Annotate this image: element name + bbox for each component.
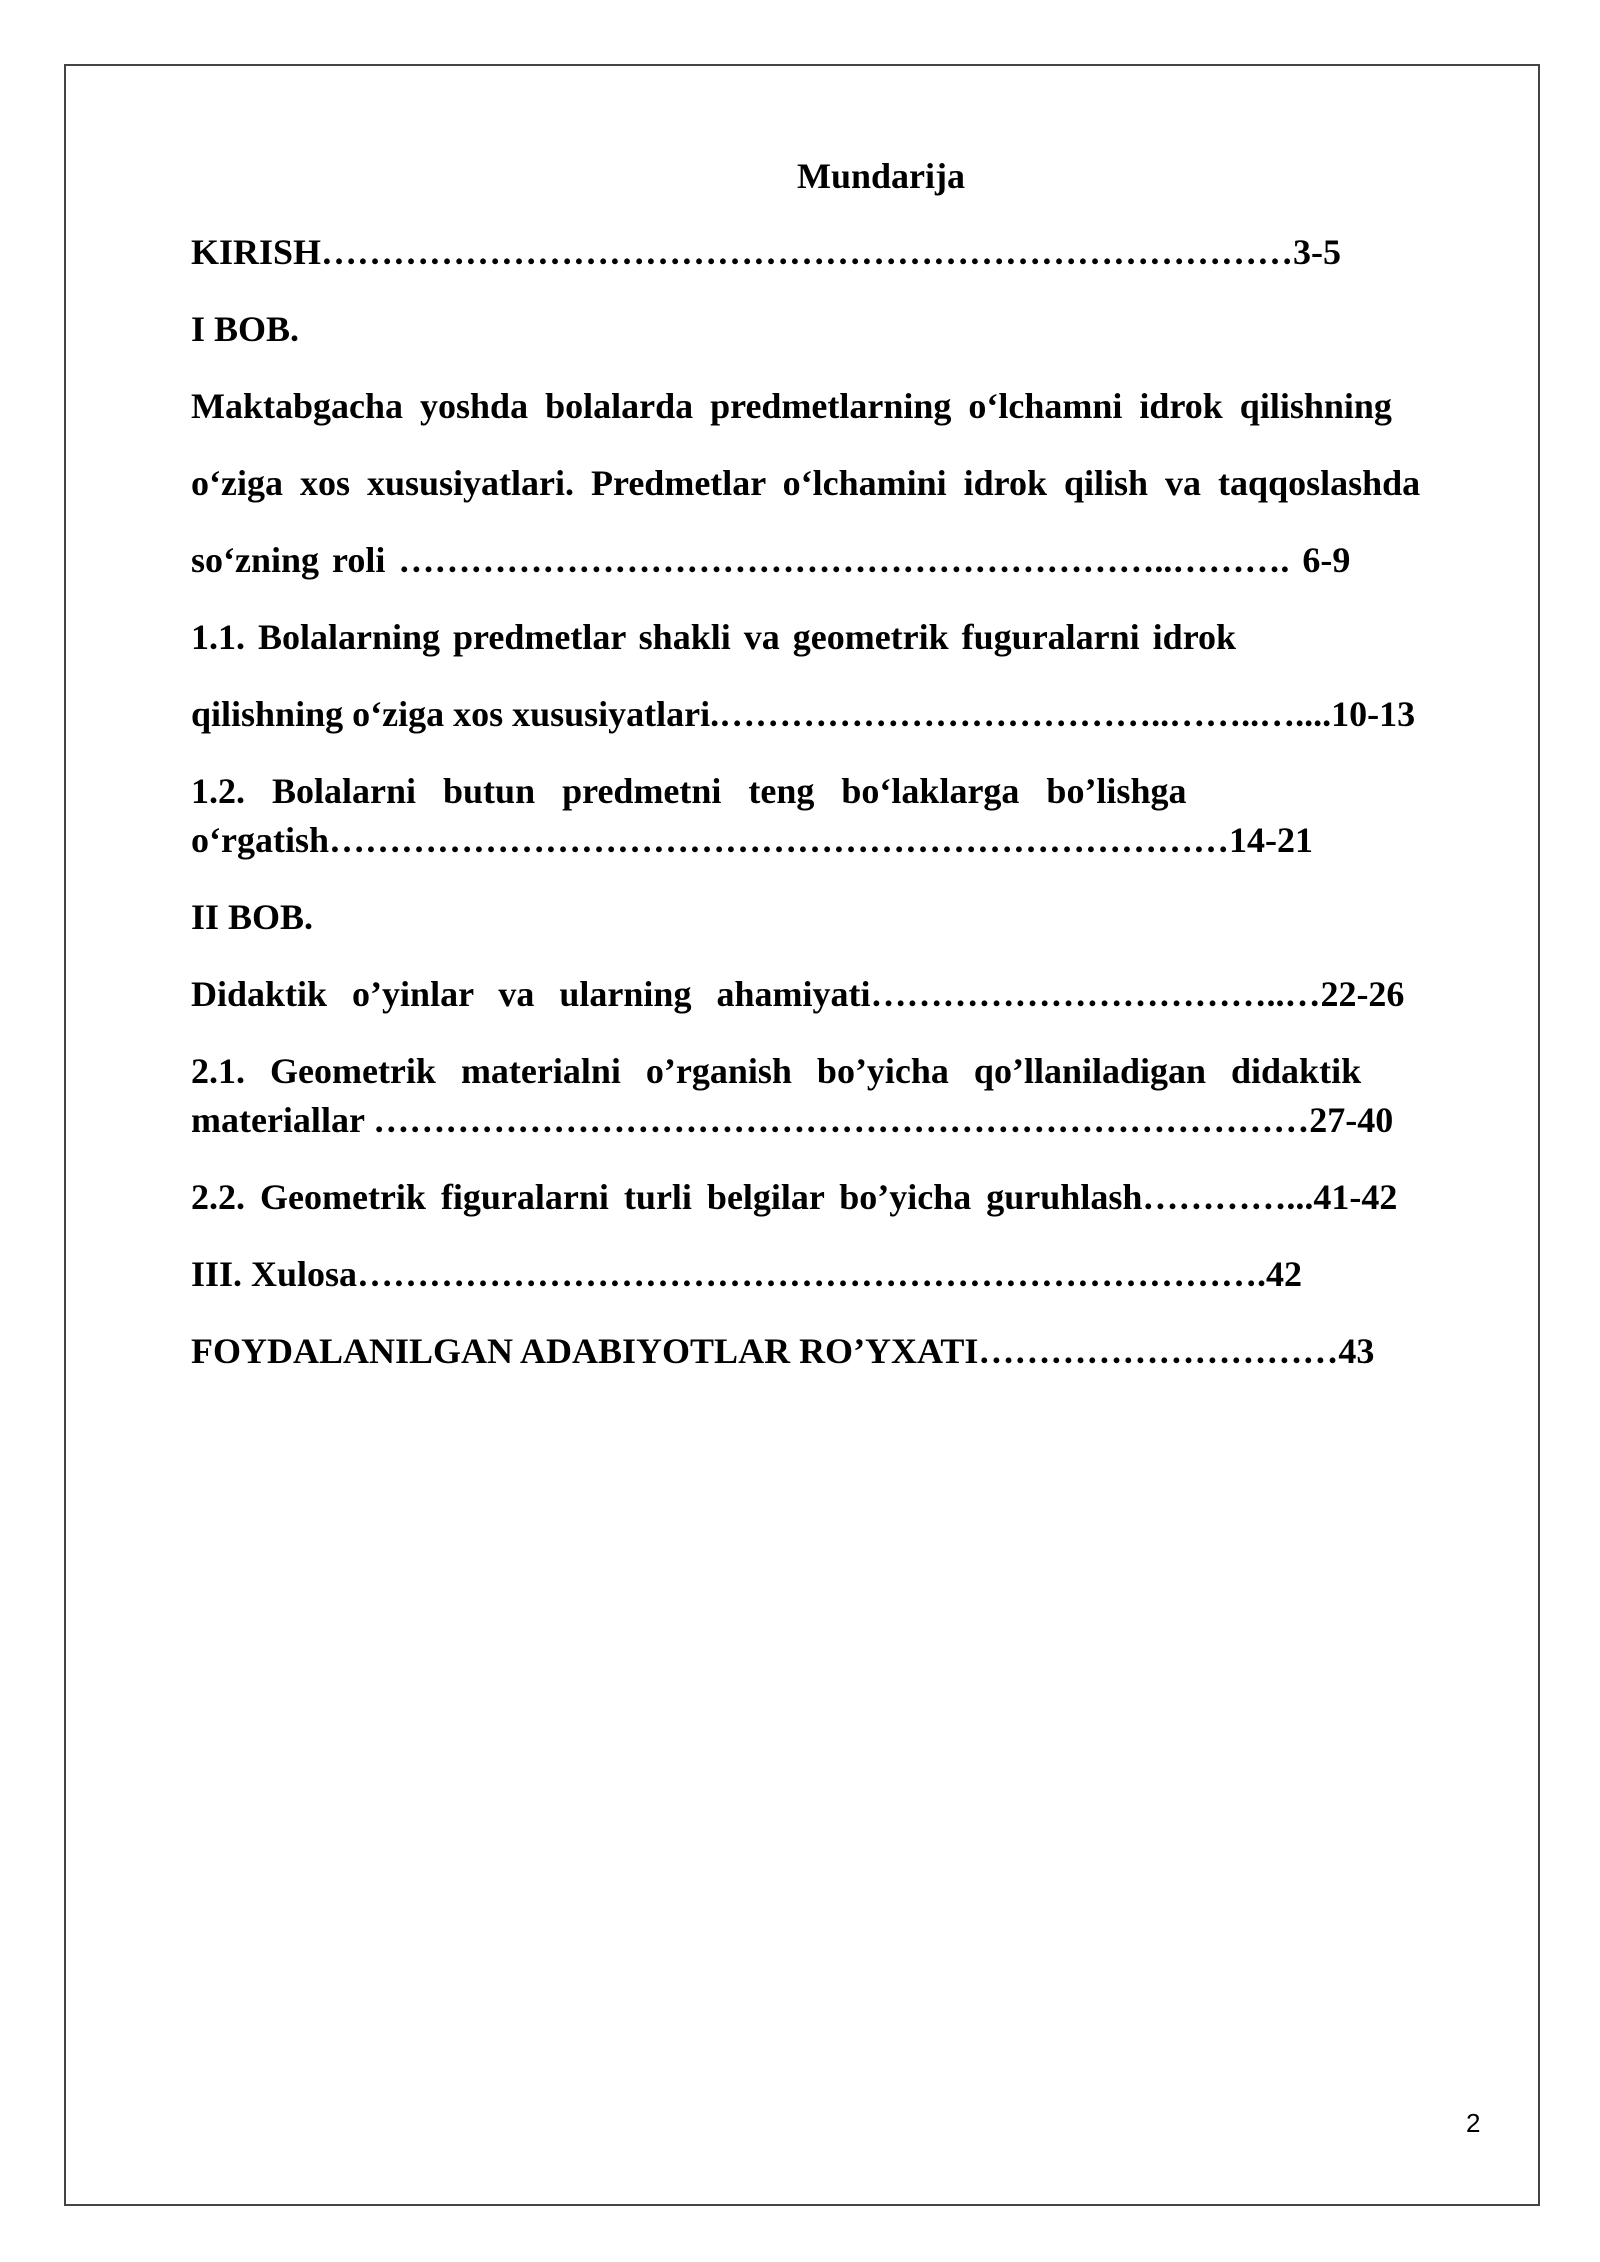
toc-entry-chapter-1-heading-line-1: Maktabgacha yoshda bolalarda predmetlarning o‘lchamni idrok qilishning (191, 386, 1392, 426)
toc-entry-section-1-2-line-2: o‘rgatish…………………………………………………………………14-21 (191, 820, 1313, 860)
toc-entry-chapter-1-heading-line-2: o‘ziga xos xususiyatlari. Predmetlar o‘lchamini idrok qilish va taqqoslashda (191, 463, 1421, 503)
toc-entry-chapter-1: I BOB. (191, 309, 300, 349)
toc-entry-section-1-2-line-1: 1.2. Bolalarni butun predmetni teng bo‘laklarga bo’lishga (191, 771, 1187, 811)
toc-entry-section-1-1-line-1: 1.1. Bolalarning predmetlar shakli va geometrik fuguralarni idrok (191, 617, 1237, 657)
toc-entry-section-1-1-line-2: qilishning o‘ziga xos xususiyatlari.………………………………..……..…....10-13 (191, 694, 1416, 734)
page-number: 2 (1466, 2108, 1481, 2138)
toc-title: Mundarija (796, 156, 965, 196)
toc-entry-conclusion: III. Xulosa………………………………………………………………….42 (191, 1254, 1303, 1294)
toc-entry-chapter-2: II BOB. (191, 897, 314, 937)
toc-entry-section-2-1-line-2: materiallar ……………………………………………………………………27-40 (191, 1100, 1394, 1140)
toc-entry-kirish: KIRISH………………………………………………………………………3-5 (191, 232, 1342, 272)
toc-entry-section-2-2: 2.2. Geometrik figuralarni turli belgilar bo’yicha guruhlash…………...41-42 (191, 1177, 1398, 1217)
toc-entry-references: FOYDALANILGAN ADABIYOTLAR RO’YXATI…………………………43 (191, 1331, 1375, 1371)
toc-entry-chapter-2-heading: Didaktik o’yinlar va ularning ahamiyati……………………………..…22-26 (191, 974, 1405, 1014)
toc-entry-chapter-1-heading-line-3: so‘zning roli ………………………………………………………..………. 6-9 (191, 540, 1351, 580)
toc-entry-section-2-1-line-1: 2.1. Geometrik materialni o’rganish bo’yicha qo’llaniladigan didaktik (191, 1051, 1362, 1091)
